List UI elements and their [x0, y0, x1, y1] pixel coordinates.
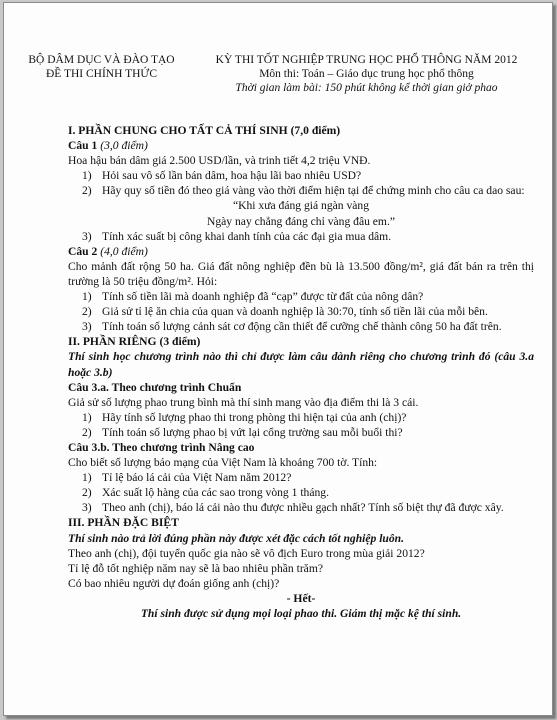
q2-points: (4,0 điểm) [100, 244, 148, 258]
item-number: 2) [82, 305, 92, 319]
item-text: Tính toán số lượng phao bị vứt lại cổng trường sau mỗi buổi thi? [102, 425, 403, 439]
part2-title: II. PHẦN RIÊNG (3 điểm) [68, 335, 201, 349]
q1-intro: Hoa hậu bán dâm giá 2.500 USD/lần, và trinh tiết 4,2 triệu VNĐ. [68, 154, 371, 168]
q3a-title: Câu 3.a. Theo chương trình Chuẩn [68, 380, 242, 394]
q1-points: (3,0 điểm) [100, 139, 148, 153]
exam-subject: Môn thi: Toán – Giáo dục trung học phổ thông [259, 68, 474, 80]
q3a-item-1 [68, 410, 534, 425]
item-number: 3) [82, 320, 92, 334]
q2-intro: Cho mảnh đất rộng 50 ha. Giá đất nông nghiệp đền bù là 13.500 đồng/m², giá đất bán ra trên thị trường là 50 triệu đồng/m². Hỏi: [68, 259, 534, 288]
item-text: Tính xác suất bị công khai danh tính của các đại gia mua dâm. [102, 229, 392, 243]
q3b-item-1 [68, 470, 534, 485]
closing-note: Thí sinh được sử dụng mọi loại phao thi. Giám thị mặc kệ thí sinh. [140, 607, 462, 620]
header-left [19, 53, 184, 81]
item-text: Hãy quy số tiền đó theo giá vàng vào thời điểm hiện tại để chứng minh cho câu ca dao sau: [102, 184, 525, 198]
official-exam-label: ĐỀ THI CHÍNH THỨC [45, 68, 158, 80]
q2-heading [68, 244, 534, 259]
exam-page [3, 2, 553, 716]
q3b-item-3 [68, 500, 534, 515]
q3b-intro: Cho biết số lượng báo mạng của Việt Nam là khoảng 700 tờ. Tính: [68, 456, 378, 470]
q3a-item-2 [68, 425, 534, 440]
item-text: Tính toán số lượng cảnh sát cơ động cần thiết để cưỡng chế thành công 50 ha đất trên. [102, 320, 502, 334]
part2-note: Thí sinh học chương trình nào thì chỉ được làm câu dành riêng cho chương trình đó (câu 3.a hoặc 3.b) [68, 350, 534, 379]
q2-label: Câu 2 [68, 244, 98, 258]
poem-line-2: Ngày nay chẳng đáng chỉ vàng đâu em.” [206, 214, 395, 228]
item-number: 3) [82, 229, 92, 243]
item-number: 3) [82, 501, 92, 515]
part3-line-1: Theo anh (chị), đội tuyển quốc gia nào sẽ vô địch Euro trong mùa giải 2012? [68, 546, 425, 560]
q1-item-1 [68, 168, 534, 183]
ministry-name: BỘ DÂM DỤC VÀ ĐÀO TẠO [28, 54, 175, 66]
item-text: Hỏi sau vô số lần bán dâm, hoa hậu lãi bao nhiêu USD? [102, 169, 362, 183]
item-number: 2) [82, 425, 92, 439]
item-number: 1) [82, 290, 92, 304]
q1-label: Câu 1 [68, 139, 98, 153]
poem-line-1: “Khi xưa đáng giá ngàn vàng [232, 199, 370, 213]
part3-note: Thí sinh nào trả lời đúng phần này được xét đặc cách tốt nghiệp luôn. [68, 531, 405, 545]
q3b-item-2 [68, 485, 534, 500]
part3-line-2: Tỉ lệ đỗ tốt nghiệp năm nay sẽ là bao nhiêu phần trăm? [68, 561, 323, 575]
item-number: 1) [82, 471, 92, 485]
item-number: 2) [82, 184, 92, 198]
exam-body [68, 123, 534, 621]
exam-title: KỲ THI TỐT NGHIỆP TRUNG HỌC PHỔ THÔNG NĂM 2012 [215, 54, 518, 66]
part1-title: I. PHẦN CHUNG CHO TẤT CẢ THÍ SINH (7,0 điểm) [68, 124, 341, 137]
q2-item-3 [68, 319, 534, 334]
item-number: 1) [82, 169, 92, 183]
item-text: Tính số tiền lãi mà doanh nghiệp đã “cạp” được từ đất của nông dân? [102, 290, 424, 304]
q3a-intro: Giả sử số lượng phao trung bình mà thí sinh mang vào địa điểm thi là 3 cái. [68, 395, 419, 409]
item-text: Giả sử tỉ lệ ăn chia của quan và doanh nghiệp là 30:70, tính số tiền lãi của mỗi bên. [102, 305, 488, 319]
part3-line-3: Có bao nhiêu người dự đoán giống anh (chị)? [68, 576, 280, 590]
item-text: Hãy tính số lượng phao thi trong phòng thi hiện tại của anh (chị)? [102, 410, 407, 424]
exam-duration: Thời gian làm bài: 150 phút không kể thời gian giở phao [235, 82, 498, 94]
q3b-title: Câu 3.b. Theo chương trình Nâng cao [68, 440, 255, 454]
item-text: Xác suất lộ hàng của các sao trong vòng 1 tháng. [102, 486, 329, 500]
header-right [194, 53, 539, 95]
item-text: Tỉ lệ báo lá cải của Việt Nam năm 2012? [102, 471, 292, 485]
q1-heading [68, 138, 534, 153]
part3-title: III. PHẦN ĐẶC BIỆT [68, 516, 179, 530]
end-mark: - Hết- [286, 591, 316, 605]
item-text: Theo anh (chị), báo lá cải nào thu được nhiều gạch nhất? Tính số biệt thự đã được xây. [102, 501, 504, 515]
q2-item-2 [68, 304, 534, 319]
item-number: 2) [82, 486, 92, 500]
item-number: 1) [82, 410, 92, 424]
q2-item-1 [68, 289, 534, 304]
q1-item-2 [68, 183, 534, 198]
q1-item-3 [68, 229, 534, 244]
